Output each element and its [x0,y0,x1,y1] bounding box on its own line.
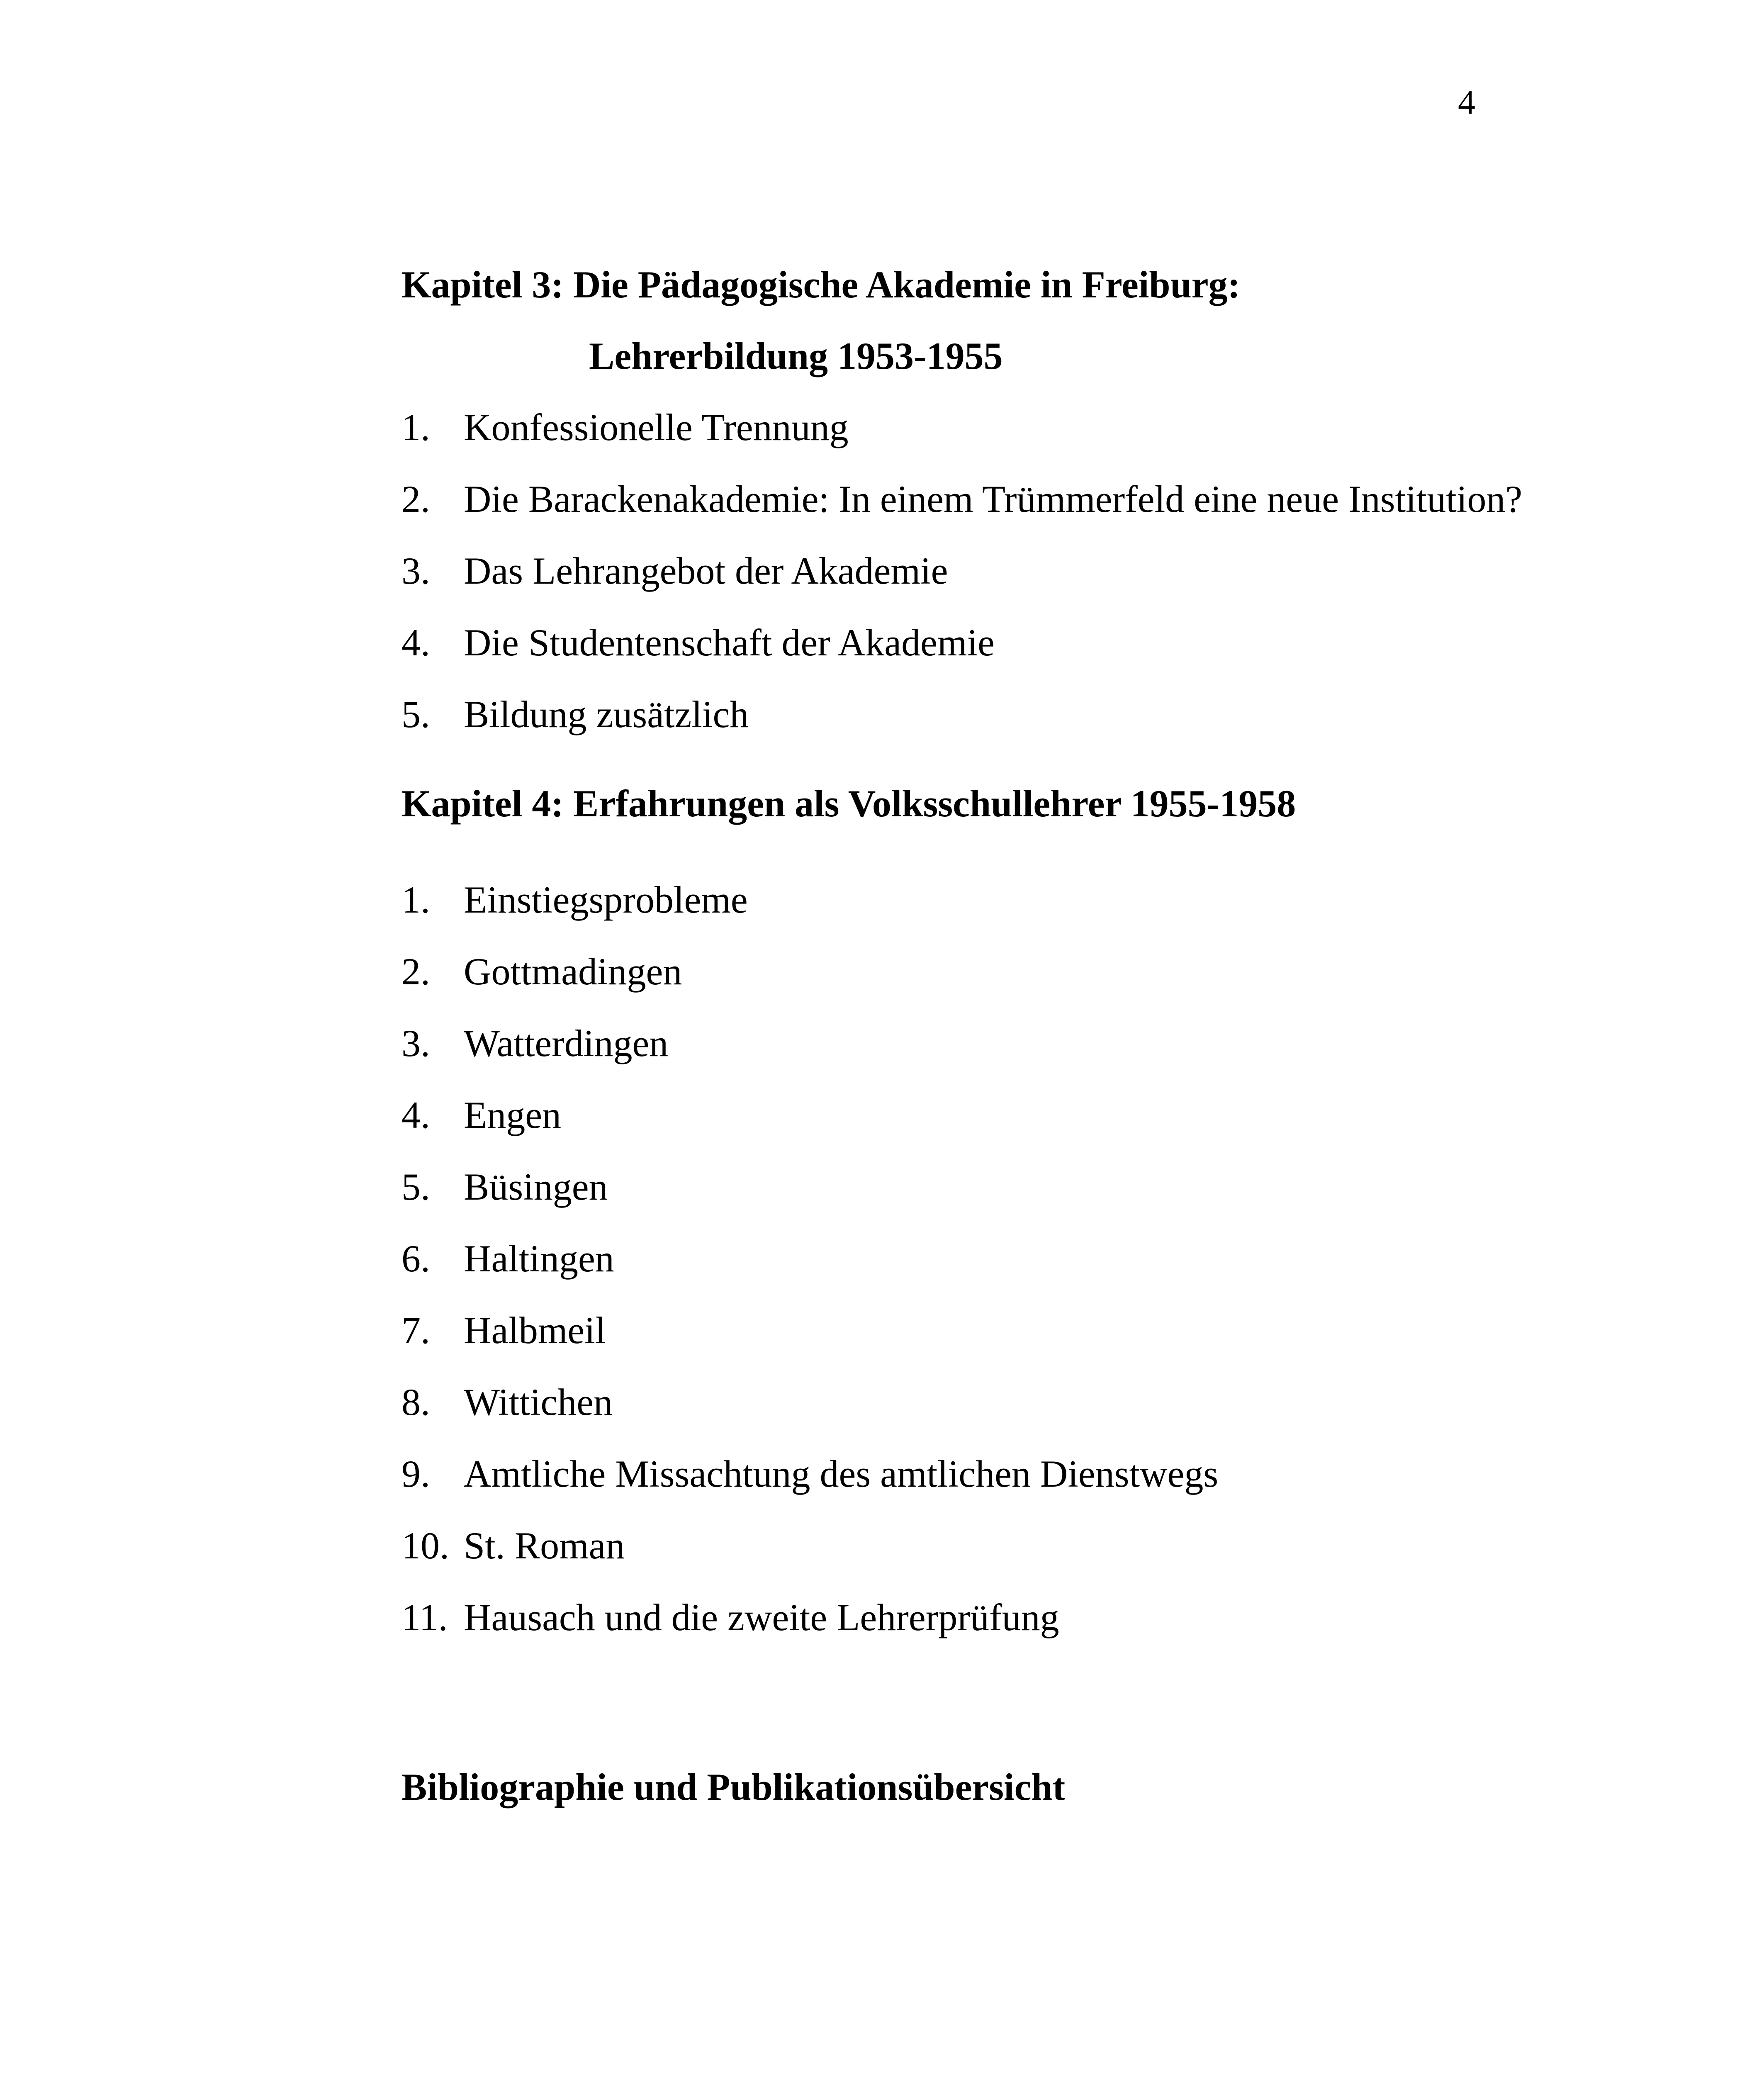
chapter-3-title-line1: Kapitel 3: Die Pädagogische Akademie in Freiburg: [401,263,1241,306]
list-item [401,679,1646,750]
list-item-text: St. Roman [464,1524,625,1567]
chapter-4-list [401,864,1646,1653]
list-item-text: Wittichen [464,1381,613,1423]
list-item-text: Einstiegsprobleme [464,879,748,921]
list-item-text: Konfessionelle Trennung [464,406,849,448]
list-item [401,535,1646,607]
list-item [401,1366,1646,1438]
list-item-number: 1. [401,406,430,448]
list-item-number: 4. [401,621,430,664]
list-item [401,1295,1646,1366]
list-item [401,1438,1646,1510]
list-item [401,392,1646,463]
list-item-number: 5. [401,693,430,735]
list-item-number: 8. [401,1381,430,1423]
chapter-3-title-line2: Lehrerbildung 1953-1955 [589,335,1003,377]
list-item [401,1582,1646,1653]
list-item-number: 3. [401,1022,430,1064]
list-item-text: Hausach und die zweite Lehrerprüfung [464,1596,1059,1638]
list-item [401,936,1646,1008]
list-item-text: Amtliche Missachtung des amtlichen Dienstwegs [464,1453,1219,1495]
chapter-3-title [401,249,1646,392]
list-item-text: Watterdingen [464,1022,669,1064]
list-item-text: Gottmadingen [464,950,682,993]
list-item-number: 9. [401,1453,430,1495]
list-item-text: Halbmeil [464,1309,606,1351]
list-item [401,1510,1646,1582]
list-item-text: Das Lehrangebot der Akademie [464,550,948,592]
list-item-number: 11. [401,1596,448,1638]
list-item [401,864,1646,936]
list-item-text: Die Studentenschaft der Akademie [464,621,995,664]
list-item-text: Haltingen [464,1237,614,1280]
list-item-number: 5. [401,1166,430,1208]
list-item-text: Engen [464,1094,562,1136]
list-item [401,607,1646,679]
chapter-4-title: Kapitel 4: Erfahrungen als Volksschullehrer 1955-1958 [401,782,1296,825]
list-item-number: 2. [401,950,430,993]
bibliography-title: Bibliographie und Publikationsübersicht [401,1766,1066,1808]
list-item-number: 4. [401,1094,430,1136]
page-number: 4 [1458,83,1475,122]
table-of-contents [401,249,1646,1823]
list-item-number: 2. [401,478,430,520]
list-item-number: 3. [401,550,430,592]
list-item [401,1223,1646,1295]
list-item-number: 6. [401,1237,430,1280]
list-item [401,463,1646,535]
list-item [401,1079,1646,1151]
list-item-number: 7. [401,1309,430,1351]
list-item [401,1008,1646,1079]
list-item-number: 10. [401,1524,449,1567]
list-item-text: Die Barackenakademie: In einem Trümmerfeld eine neue Institution? [464,478,1523,520]
list-item-text: Bildung zusätzlich [464,693,749,735]
list-item [401,1151,1646,1223]
chapter-3-list [401,392,1646,750]
list-item-text: Büsingen [464,1166,608,1208]
list-item-number: 1. [401,879,430,921]
